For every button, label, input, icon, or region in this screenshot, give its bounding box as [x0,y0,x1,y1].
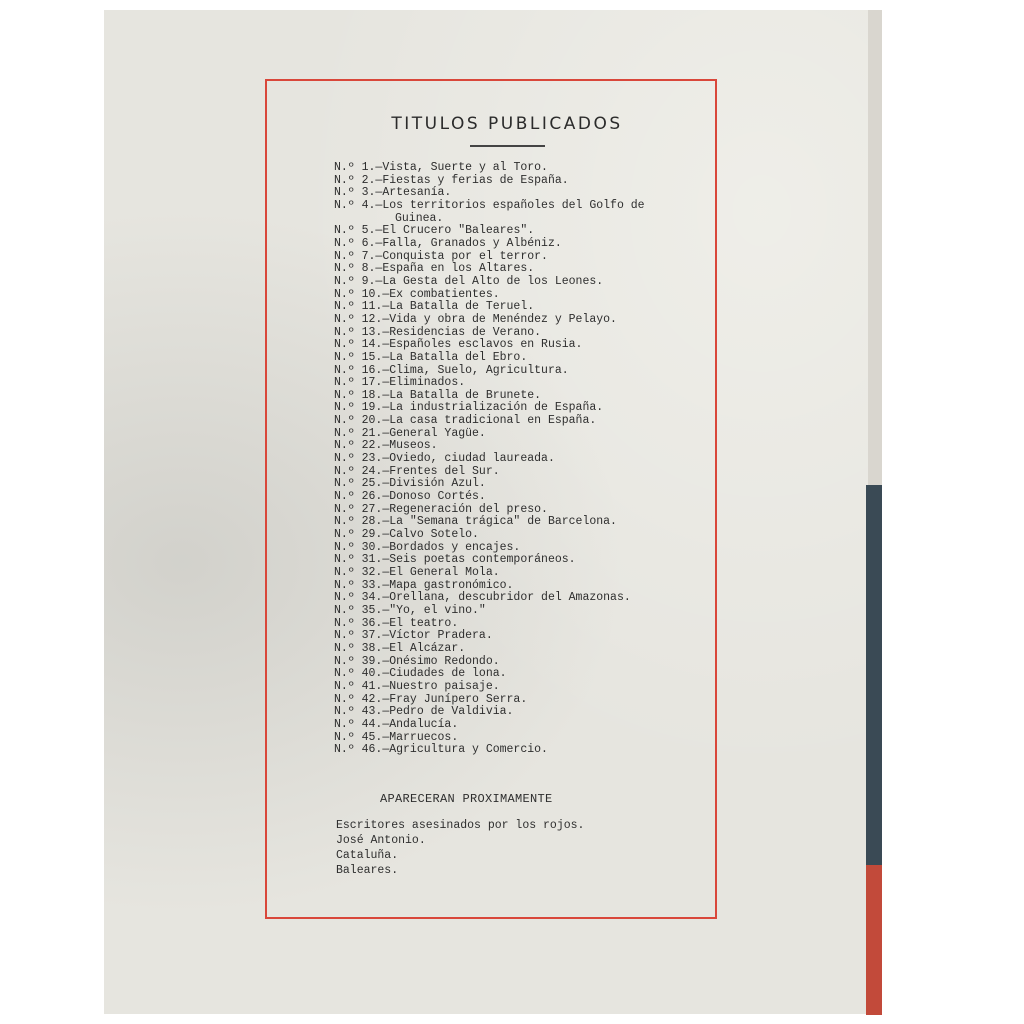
title-text: —El General Mola. [382,566,500,579]
title-text: —Donoso Cortés. [382,490,486,504]
title-number: N.º 36. [334,616,383,630]
title-text: —"Yo, el vino." [382,603,486,617]
title-text: —España en los Altares. [375,262,535,276]
title-number: N.º 22. [334,439,383,453]
upcoming-entry: Escritores asesinados por los rojos. [336,819,585,832]
title-number: N.º 44. [334,717,383,731]
title-text: —Agricultura y Comercio. [382,743,548,757]
title-text: —El Alcázar. [382,641,466,655]
title-number: N.º 43. [334,705,383,719]
title-number: N.º 33. [334,578,383,592]
title-number: N.º 34. [334,591,383,605]
title-text: —Ciudades de lona. [382,667,507,681]
title-number: N.º 40. [334,667,383,681]
title-text: —Pedro de Valdivia. [382,705,514,719]
title-text: —Vida y obra de Menéndez y Pelayo. [382,312,617,326]
title-text: —Calvo Sotelo. [382,528,479,542]
title-number: N.º 9. [334,274,376,288]
title-text: —Andalucía. [382,717,459,731]
title-text: —División Azul. [382,477,486,491]
title-number: N.º 20. [334,414,383,428]
title-text: —Bordados y encajes. [382,540,521,554]
title-number: N.º 8. [334,262,376,276]
title-text: —Seis poetas contemporáneos. [382,553,576,567]
title-number: N.º 13. [334,325,383,339]
title-text: —Conquista por el terror. [375,249,548,263]
title-number: N.º 16. [334,363,383,377]
title-text: —Regeneración del preso. [382,502,548,516]
title-text: —Ex combatientes. [382,287,500,301]
title-number: N.º 19. [334,401,383,415]
upcoming-entry: Cataluña. [336,849,399,862]
title-number: N.º 39. [334,654,383,668]
title-text: —La Gesta del Alto de los Leones. [375,274,604,288]
title-number: N.º 17. [334,376,383,390]
title-text: —General Yagüe. [382,426,486,440]
title-number: N.º 2. [334,173,376,187]
title-number: N.º 4. [334,198,376,212]
title-text: —Eliminados. [382,376,466,390]
title-number: N.º 14. [334,338,383,352]
title-number: N.º 46. [334,743,383,757]
title-number: N.º 38. [334,641,383,655]
spine-dark-band [866,485,882,865]
title-text: —Fray Junípero Serra. [382,692,528,706]
title-text: —Mapa gastronómico. [382,578,514,592]
title-text: —Frentes del Sur. [382,464,500,478]
title-number: N.º 12. [334,312,383,326]
title-number: N.º 45. [334,730,383,744]
title-number: N.º 24. [334,464,383,478]
title-text: —Orellana, descubridor del Amazonas. [382,591,631,605]
title-number: N.º 15. [334,350,383,364]
title-number: N.º 35. [334,603,383,617]
title-text: —Nuestro paisaje. [382,679,500,693]
title-text: —El Crucero "Baleares". [375,224,535,238]
upcoming-titles-list [336,818,584,878]
page-title: TITULOS PUBLICADOS [391,114,623,134]
title-text: —Fiestas y ferias de España. [375,173,569,187]
title-number: N.º 41. [334,679,383,693]
title-text: —La casa tradicional en España. [382,414,597,428]
title-number: N.º 26. [334,490,383,504]
title-number: N.º 28. [334,515,383,529]
title-number: N.º 25. [334,477,383,491]
title-number: N.º 5. [334,224,376,238]
spine-red-band [866,865,882,1015]
title-number: N.º 27. [334,502,383,516]
title-text: —La "Semana trágica" de Barcelona. [382,515,617,529]
title-text: —Falla, Granados y Albéniz. [375,236,562,250]
title-text: —El teatro. [382,616,459,630]
published-titles-list [334,162,724,757]
title-text: —Artesanía. [375,186,452,200]
title-text: Guinea. [395,211,444,225]
title-text: —Españoles esclavos en Rusia. [382,338,583,352]
title-text: —Marruecos. [382,730,459,744]
title-number: N.º 7. [334,249,376,263]
title-text: —La industrialización de España. [382,401,604,415]
upcoming-heading: APARECERAN PROXIMAMENTE [380,792,553,806]
title-number: N.º 11. [334,300,383,314]
title-number: N.º 6. [334,236,376,250]
title-text: —La Batalla de Brunete. [382,388,542,402]
title-number: N.º 42. [334,692,383,706]
upcoming-entry: José Antonio. [336,834,426,847]
title-text: —Vista, Suerte y al Toro. [375,161,548,174]
title-number: N.º 29. [334,528,383,542]
title-number: N.º 3. [334,186,376,200]
title-text: —Los territorios españoles del Golfo de [375,198,645,212]
title-text: —Residencias de Verano. [382,325,542,339]
title-number: N.º 23. [334,452,383,466]
title-number: N.º 37. [334,629,383,643]
title-number: N.º 21. [334,426,383,440]
title-underline [470,145,545,147]
title-text: —Museos. [382,439,438,453]
title-number: N.º 30. [334,540,383,554]
title-text: —La Batalla de Teruel. [382,300,535,314]
title-entry [334,744,724,757]
title-text: —Onésimo Redondo. [382,654,500,668]
title-text: —Víctor Pradera. [382,629,493,643]
title-entry [334,200,724,213]
title-text: —Oviedo, ciudad laureada. [382,452,555,466]
title-number: N.º 31. [334,553,383,567]
upcoming-entry: Baleares. [336,864,399,877]
title-number: N.º 1. [334,161,376,174]
title-number: N.º 18. [334,388,383,402]
title-text: —Clima, Suelo, Agricultura. [382,363,569,377]
title-number: N.º 10. [334,287,383,301]
title-number: N.º 32. [334,566,383,579]
title-text: —La Batalla del Ebro. [382,350,528,364]
